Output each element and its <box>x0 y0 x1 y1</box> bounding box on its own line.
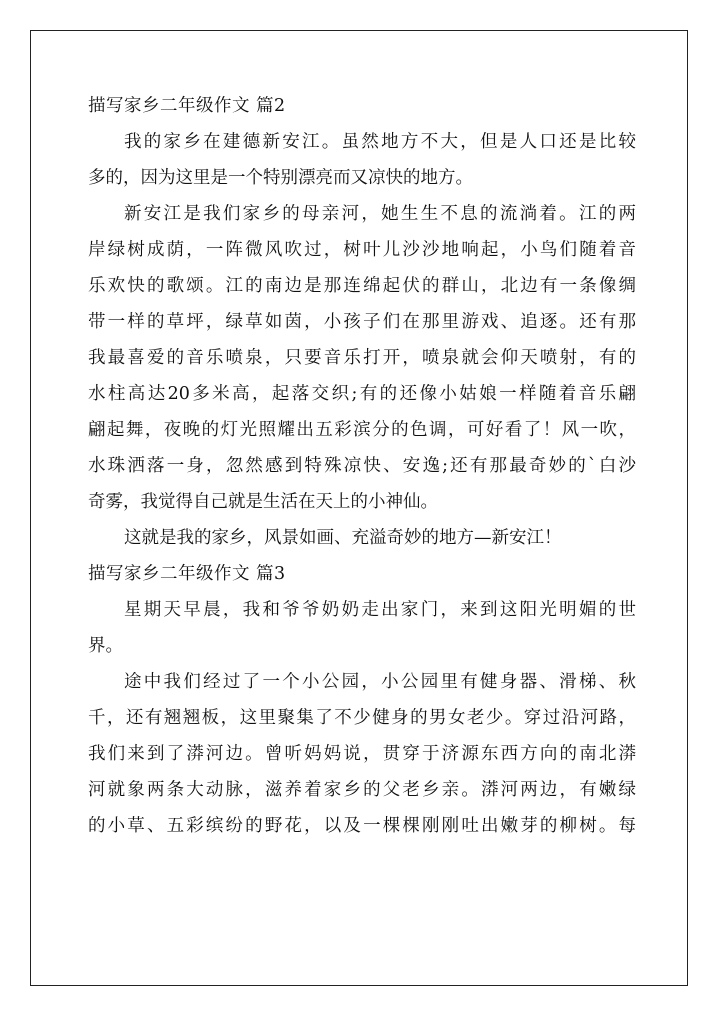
paragraph-line: 新安江是我们家乡的母亲河，她生生不息的流淌着。江的两 <box>124 204 636 224</box>
paragraph-line: 河就象两条大动脉，滋养着家乡的父老乡亲。漭河两边，有嫩绿 <box>88 780 636 800</box>
paragraph-line: 奇雾，我觉得自己就是生活在天上的小神仙。 <box>88 492 438 512</box>
paragraph-line: 界。 <box>88 636 123 656</box>
paragraph-line: 乐欢快的歌颂。江的南边是那连绵起伏的群山，北边有一条像绸 <box>88 276 636 296</box>
essay-heading-2: 描写家乡二年级作文 篇2 <box>88 96 286 116</box>
paragraph-line: 翩起舞，夜晚的灯光照耀出五彩滨分的色调，可好看了！风一吹， <box>88 420 636 440</box>
paragraph-line: 带一样的草坪，绿草如茵，小孩子们在那里游戏、追逐。还有那 <box>88 312 636 332</box>
document-body <box>88 88 636 844</box>
paragraph-line: 这就是我的家乡，风景如画、充溢奇妙的地方—新安江！ <box>124 528 562 548</box>
paragraph-line: 水珠洒落一身，忽然感到特殊凉快、安逸;还有那最奇妙的`白沙 <box>88 456 636 476</box>
paragraph-line: 多的，因为这里是一个特别漂亮而又凉快的地方。 <box>88 168 473 188</box>
paragraph-line: 途中我们经过了一个小公园，小公园里有健身器、滑梯、秋 <box>124 672 636 692</box>
paragraph-line: 我的家乡在建德新安江。虽然地方不大，但是人口还是比较 <box>124 132 636 152</box>
paragraph-line: 的小草、五彩缤纷的野花，以及一棵棵刚刚吐出嫩芽的柳树。每 <box>88 816 636 836</box>
paragraph-line: 我最喜爱的音乐喷泉，只要音乐打开，喷泉就会仰天喷射，有的 <box>88 348 636 368</box>
paragraph-line: 岸绿树成荫，一阵微风吹过，树叶儿沙沙地响起，小鸟们随着音 <box>88 240 636 260</box>
paragraph-line: 千，还有翘翘板，这里聚集了不少健身的男女老少。穿过沿河路， <box>88 708 636 728</box>
paragraph-line: 我们来到了漭河边。曾听妈妈说，贯穿于济源东西方向的南北漭 <box>88 744 636 764</box>
essay-heading-3: 描写家乡二年级作文 篇3 <box>88 564 286 584</box>
paragraph-line: 水柱高达20多米高，起落交织;有的还像小姑娘一样随着音乐翩 <box>88 384 636 404</box>
paragraph-line: 星期天早晨，我和爷爷奶奶走出家门，来到这阳光明媚的世 <box>124 600 636 620</box>
